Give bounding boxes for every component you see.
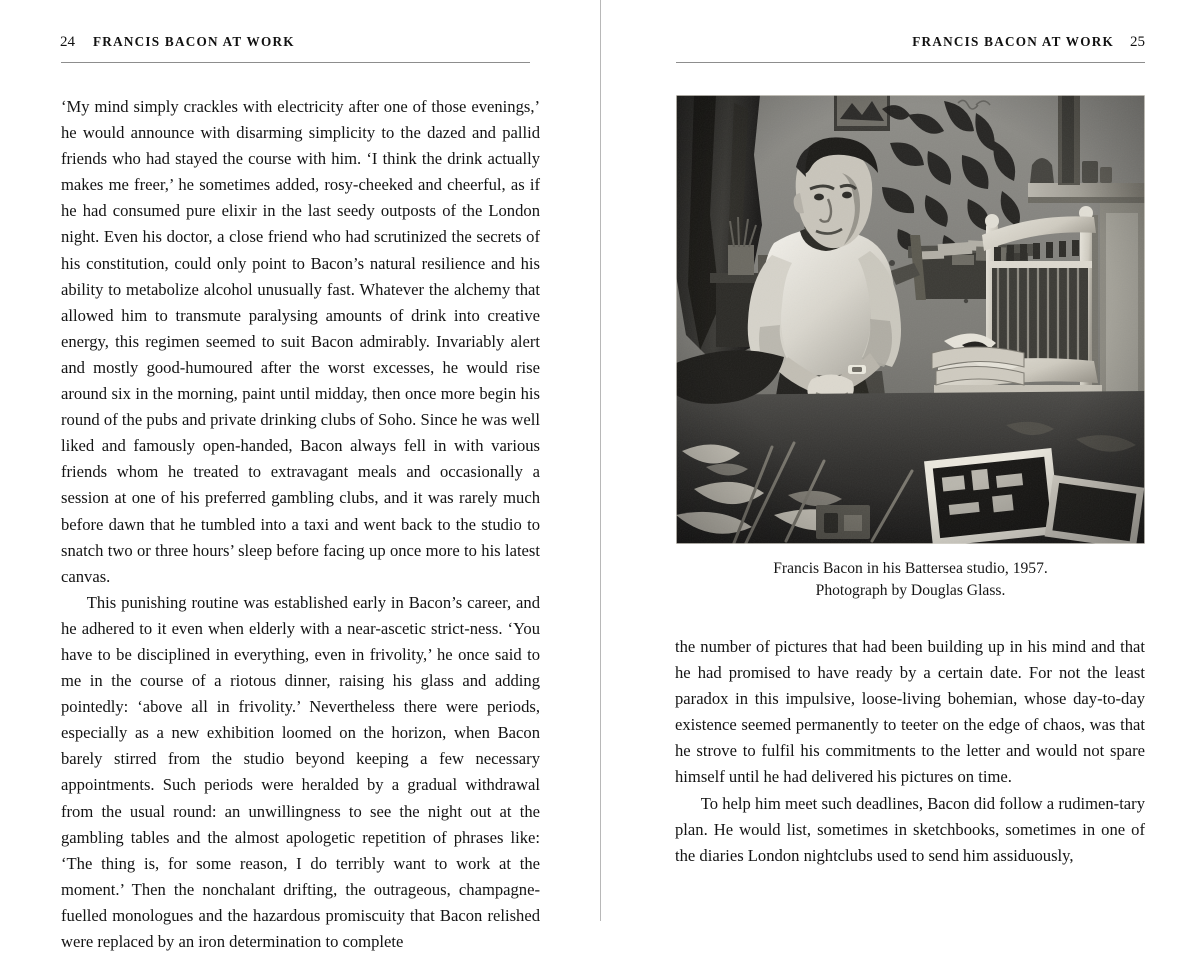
paragraph: This punishing routine was established early in Bacon’s career, and he adhered to it even when elderly with a near-ascetic strict-ness. ‘You have to be disciplined in everything, even in frivolity,’ he once said to me in the course of a riotous dinner, raising his glass and adding pointedly: ‘above all in frivolity.’ Nevertheless there were periods, especially as a new exhibition loomed on the horizon, when Bacon barely stirred from the studio beyond keeping a few necessary appointments. Such periods were heralded by a gradual withdrawal from the usual round: an unwillingness to see the night out at the gambling tables and the almost apologetic repetition of phrases like: ‘The thing is, for some reason, I do terribly want to work at the moment.’ Then the nonchalant drifting, the outrageous, champagne-fuelled monologues and the hazardous promiscuity that Bacon relished were replaced by an iron determination to complete	[61, 592, 540, 951]
studio-photograph-image	[676, 95, 1145, 544]
page-left	[0, 0, 600, 951]
page-right	[600, 0, 1200, 921]
page-number-right: 25	[1130, 34, 1145, 50]
photo-caption-line-1: Francis Bacon in his Battersea studio, 1957.	[773, 560, 1048, 577]
spread-gutter-line	[600, 0, 601, 921]
running-head-title-right: FRANCIS BACON AT WORK	[912, 34, 1114, 49]
page-number-left: 24	[60, 34, 75, 50]
body-text-right	[675, 634, 1145, 869]
body-text-left	[61, 94, 540, 955]
paragraph: ‘My mind simply crackles with electricity after one of those evenings,’ he would announce with disarming simplicity to the dazed and pallid friends who had stayed the course with him. ‘I think the drink actually makes me freer,’ he sometimes added, rosy-cheeked and cheerful, as if he had consumed pure elixir in the last seedy outposts of the London night. Even his doctor, a close friend who had scrutinized the secrets of his constitution, could only point to Bacon’s natural resilience and his ability to metabolize alcohol unusually fast. Whatever the alchemy that allowed him to transmute paralysing amounts of drink into creative energy, this regimen seemed to suit Bacon admirably. Invariably alert and mostly good-humoured after the worst excesses, he would rise around six in the morning, paint until midday, then once more begin his round of the pubs and private drinking clubs of Soho. Since he was well liked and famously open-handed, Bacon always fell in with various friends whom he treated to extravagant meals and occasionally a session at one of his preferred gambling clubs, and it was rarely much before dawn that he tumbled into a taxi and went back to the studio to snatch two or three hours’ sleep before facing up once more to his latest canvas.	[61, 97, 540, 586]
photo-caption-line-2: Photograph by Douglas Glass.	[815, 581, 1006, 599]
header-rule-left	[61, 62, 530, 63]
running-head-right	[912, 34, 1145, 52]
paragraph: To help him meet such deadlines, Bacon did follow a rudimen-tary plan. He would list, sometimes in sketchbooks, sometimes in one of the diaries London nightclubs used to send him assiduously,	[675, 793, 1145, 865]
running-head-left	[60, 34, 295, 52]
running-head-title-left: FRANCIS BACON AT WORK	[93, 34, 295, 49]
photo-caption	[676, 558, 1145, 601]
studio-photograph	[676, 95, 1145, 544]
header-rule-right	[676, 62, 1145, 63]
paragraph: the number of pictures that had been building up in his mind and that he had promised to have ready by a certain date. For not the least paradox in this impulsive, loose-living bohemian, whose day-to-day existence seemed permanently to teeter on the edge of chaos, was that he strove to fulfil his commitments to the letter and would not spare himself until he had delivered his pictures on time.	[675, 637, 1145, 787]
